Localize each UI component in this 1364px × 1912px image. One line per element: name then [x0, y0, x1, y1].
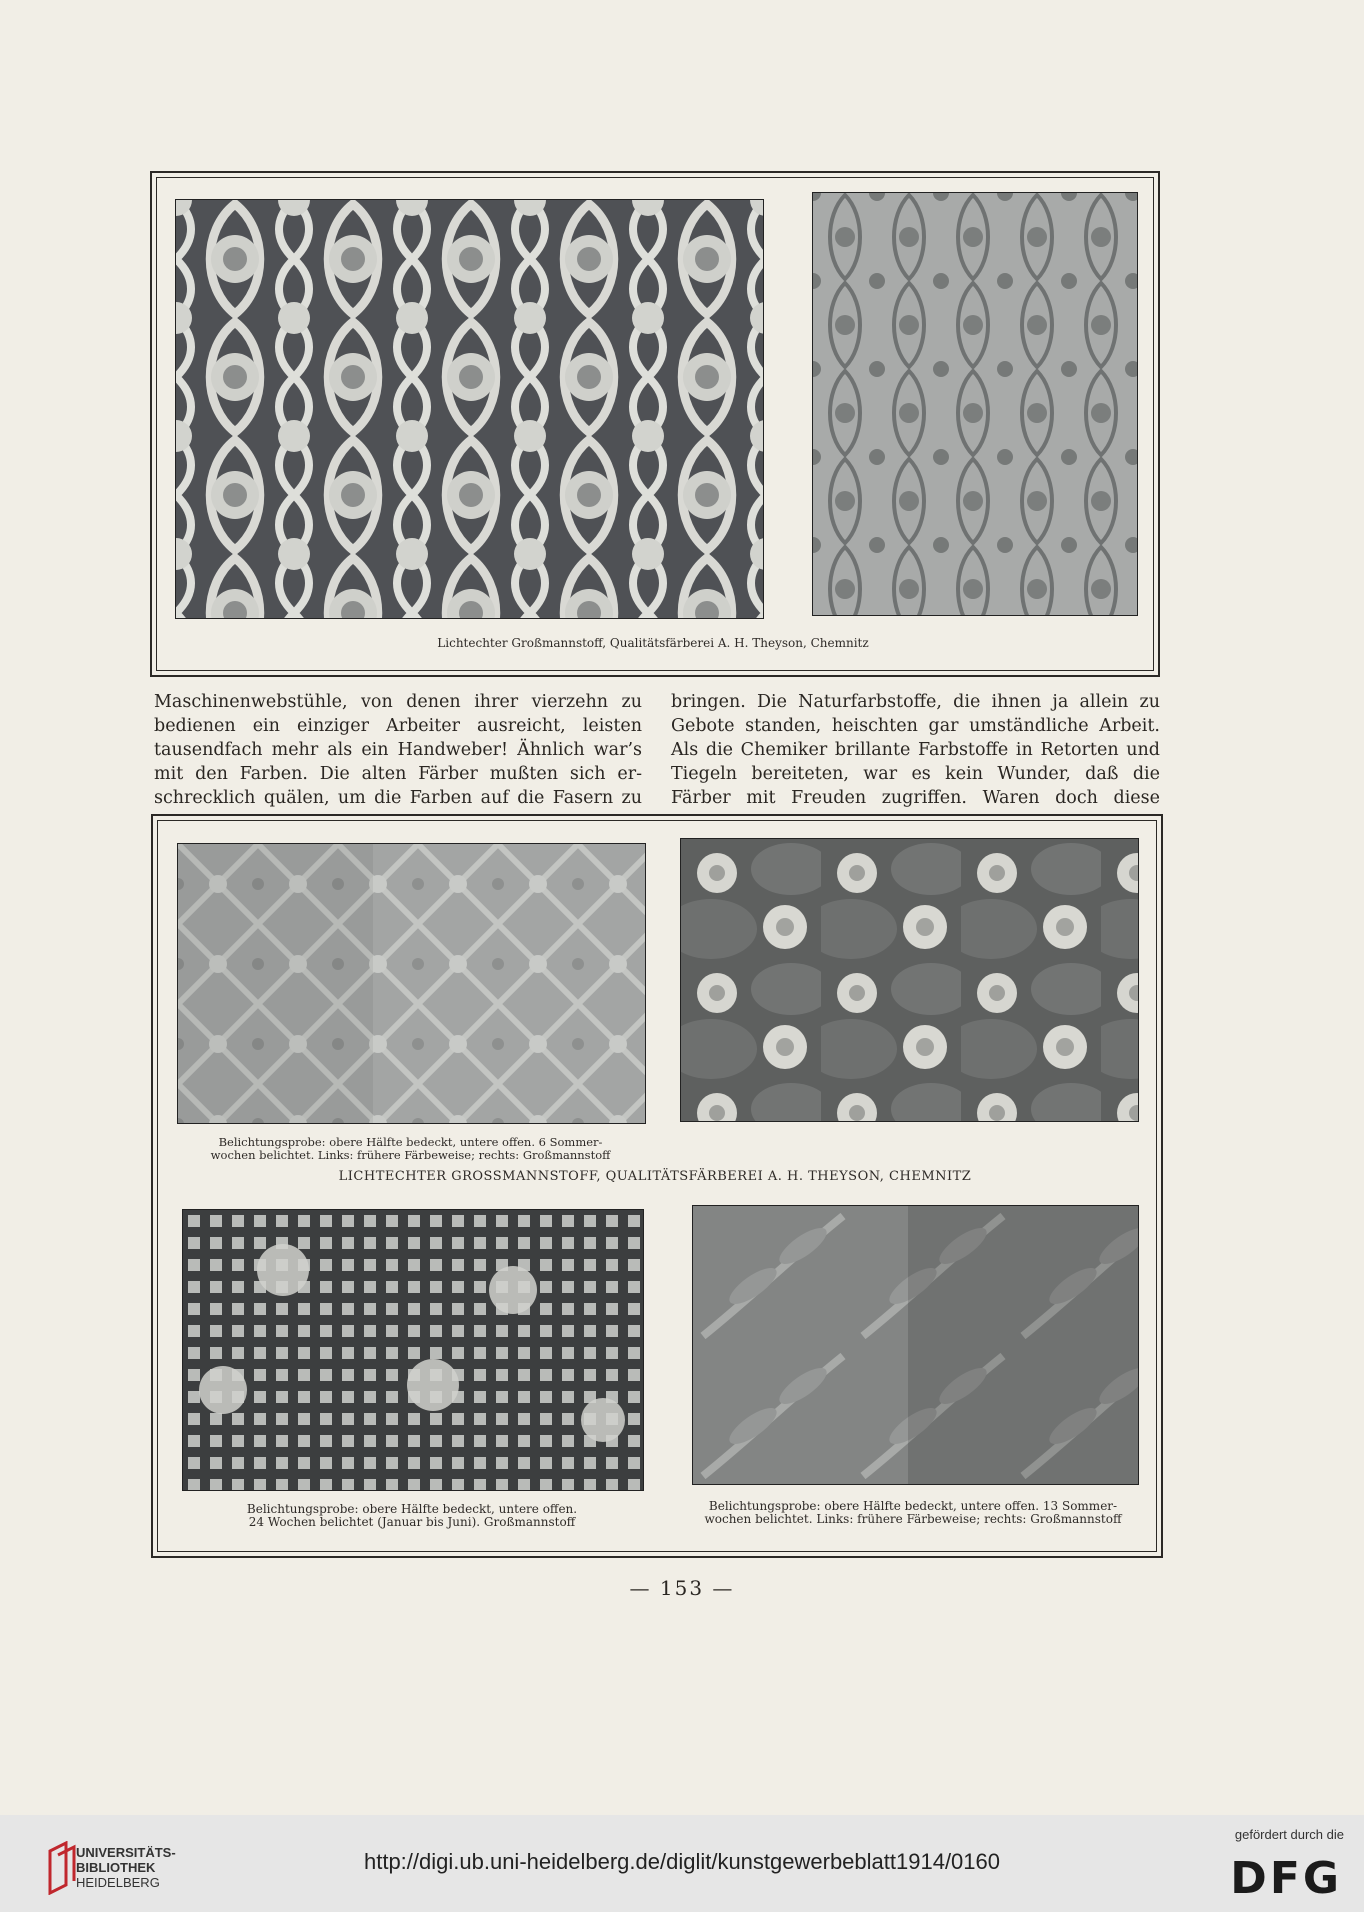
library-line: HEIDELBERG	[76, 1875, 160, 1890]
top-plate-caption: Lichtechter Großmannstoff, Qualitätsfärberei A. H. Theyson, Chemnitz	[437, 636, 869, 650]
caption-line: wochen belichtet. Links: frühere Färbeweise; rechts: Großmannstoff	[704, 1512, 1122, 1526]
caption-line: 24 Wochen belichtet (Januar bis Juni). Großmannstoff	[248, 1515, 576, 1529]
lattice-fabric-photo	[177, 843, 646, 1124]
caption-line: Belichtungsprobe: obere Hälfte bedeckt, untere offen. 6 Sommer-	[218, 1135, 603, 1149]
damask-fabric-photo	[175, 199, 764, 619]
text-column-right	[671, 690, 1160, 810]
permalink-url[interactable]: http://digi.ub.uni-heidelberg.de/diglit/kunstgewerbeblatt1914/0160	[363, 1849, 1000, 1874]
caption-line: wochen belichtet. Links: frühere Färbeweise; rechts: Großmannstoff	[210, 1148, 611, 1162]
text-line: bringen. Die Naturfarbstoffe, die ihnen ja allein zu	[671, 692, 1160, 712]
footer-bar	[0, 1815, 1364, 1912]
leaf-fabric-photo	[692, 1205, 1139, 1485]
text-line: Maschinenwebstühle, von denen ihrer vierzehn zu	[154, 692, 642, 712]
library-line: UNIVERSITÄTS-	[76, 1845, 176, 1860]
text-line: Tiegeln bereiteten, war es kein Wunder, daß die	[671, 764, 1160, 784]
text-line: Färber mit Freuden zugriffen. Waren doch diese	[671, 788, 1160, 808]
library-line: BIBLIOTHEK	[76, 1860, 156, 1875]
text-line: bedienen ein einziger Arbeiter ausreicht, leisten	[154, 716, 642, 736]
middle-plate-title: LICHTECHTER GROSSMANNSTOFF, QUALITÄTSFÄRBEREI A. H. THEYSON, CHEMNITZ	[338, 1169, 972, 1184]
text-line: tausendfach mehr als ein Handweber! Ähnlich war’s	[154, 740, 642, 760]
dfg-logo: DFG	[1230, 1853, 1342, 1904]
text-line: Gebote standen, heischten gar umständliche Arbeit.	[671, 716, 1160, 736]
page-number: — 153 —	[629, 1576, 735, 1600]
lace-fabric-photo	[812, 192, 1138, 616]
text-line: Als die Chemiker brillante Farbstoffe in Retorten und	[671, 740, 1160, 760]
bottom-right-caption	[672, 1500, 1154, 1526]
check-rose-fabric-photo	[182, 1209, 644, 1491]
middle-left-caption	[177, 1136, 644, 1162]
text-line: schrecklich quälen, um die Farben auf die Fasern zu	[154, 788, 642, 808]
rose-fabric-photo	[680, 838, 1139, 1122]
caption-line: Belichtungsprobe: obere Hälfte bedeckt, untere offen.	[246, 1502, 578, 1516]
caption-line: Belichtungsprobe: obere Hälfte bedeckt, untere offen. 13 Sommer-	[708, 1499, 1118, 1513]
text-column-left	[154, 690, 642, 810]
funding-note: gefördert durch die	[1234, 1827, 1344, 1842]
text-line: mit den Farben. Die alten Färber mußten sich er-	[154, 764, 642, 784]
bottom-left-caption	[182, 1503, 642, 1529]
